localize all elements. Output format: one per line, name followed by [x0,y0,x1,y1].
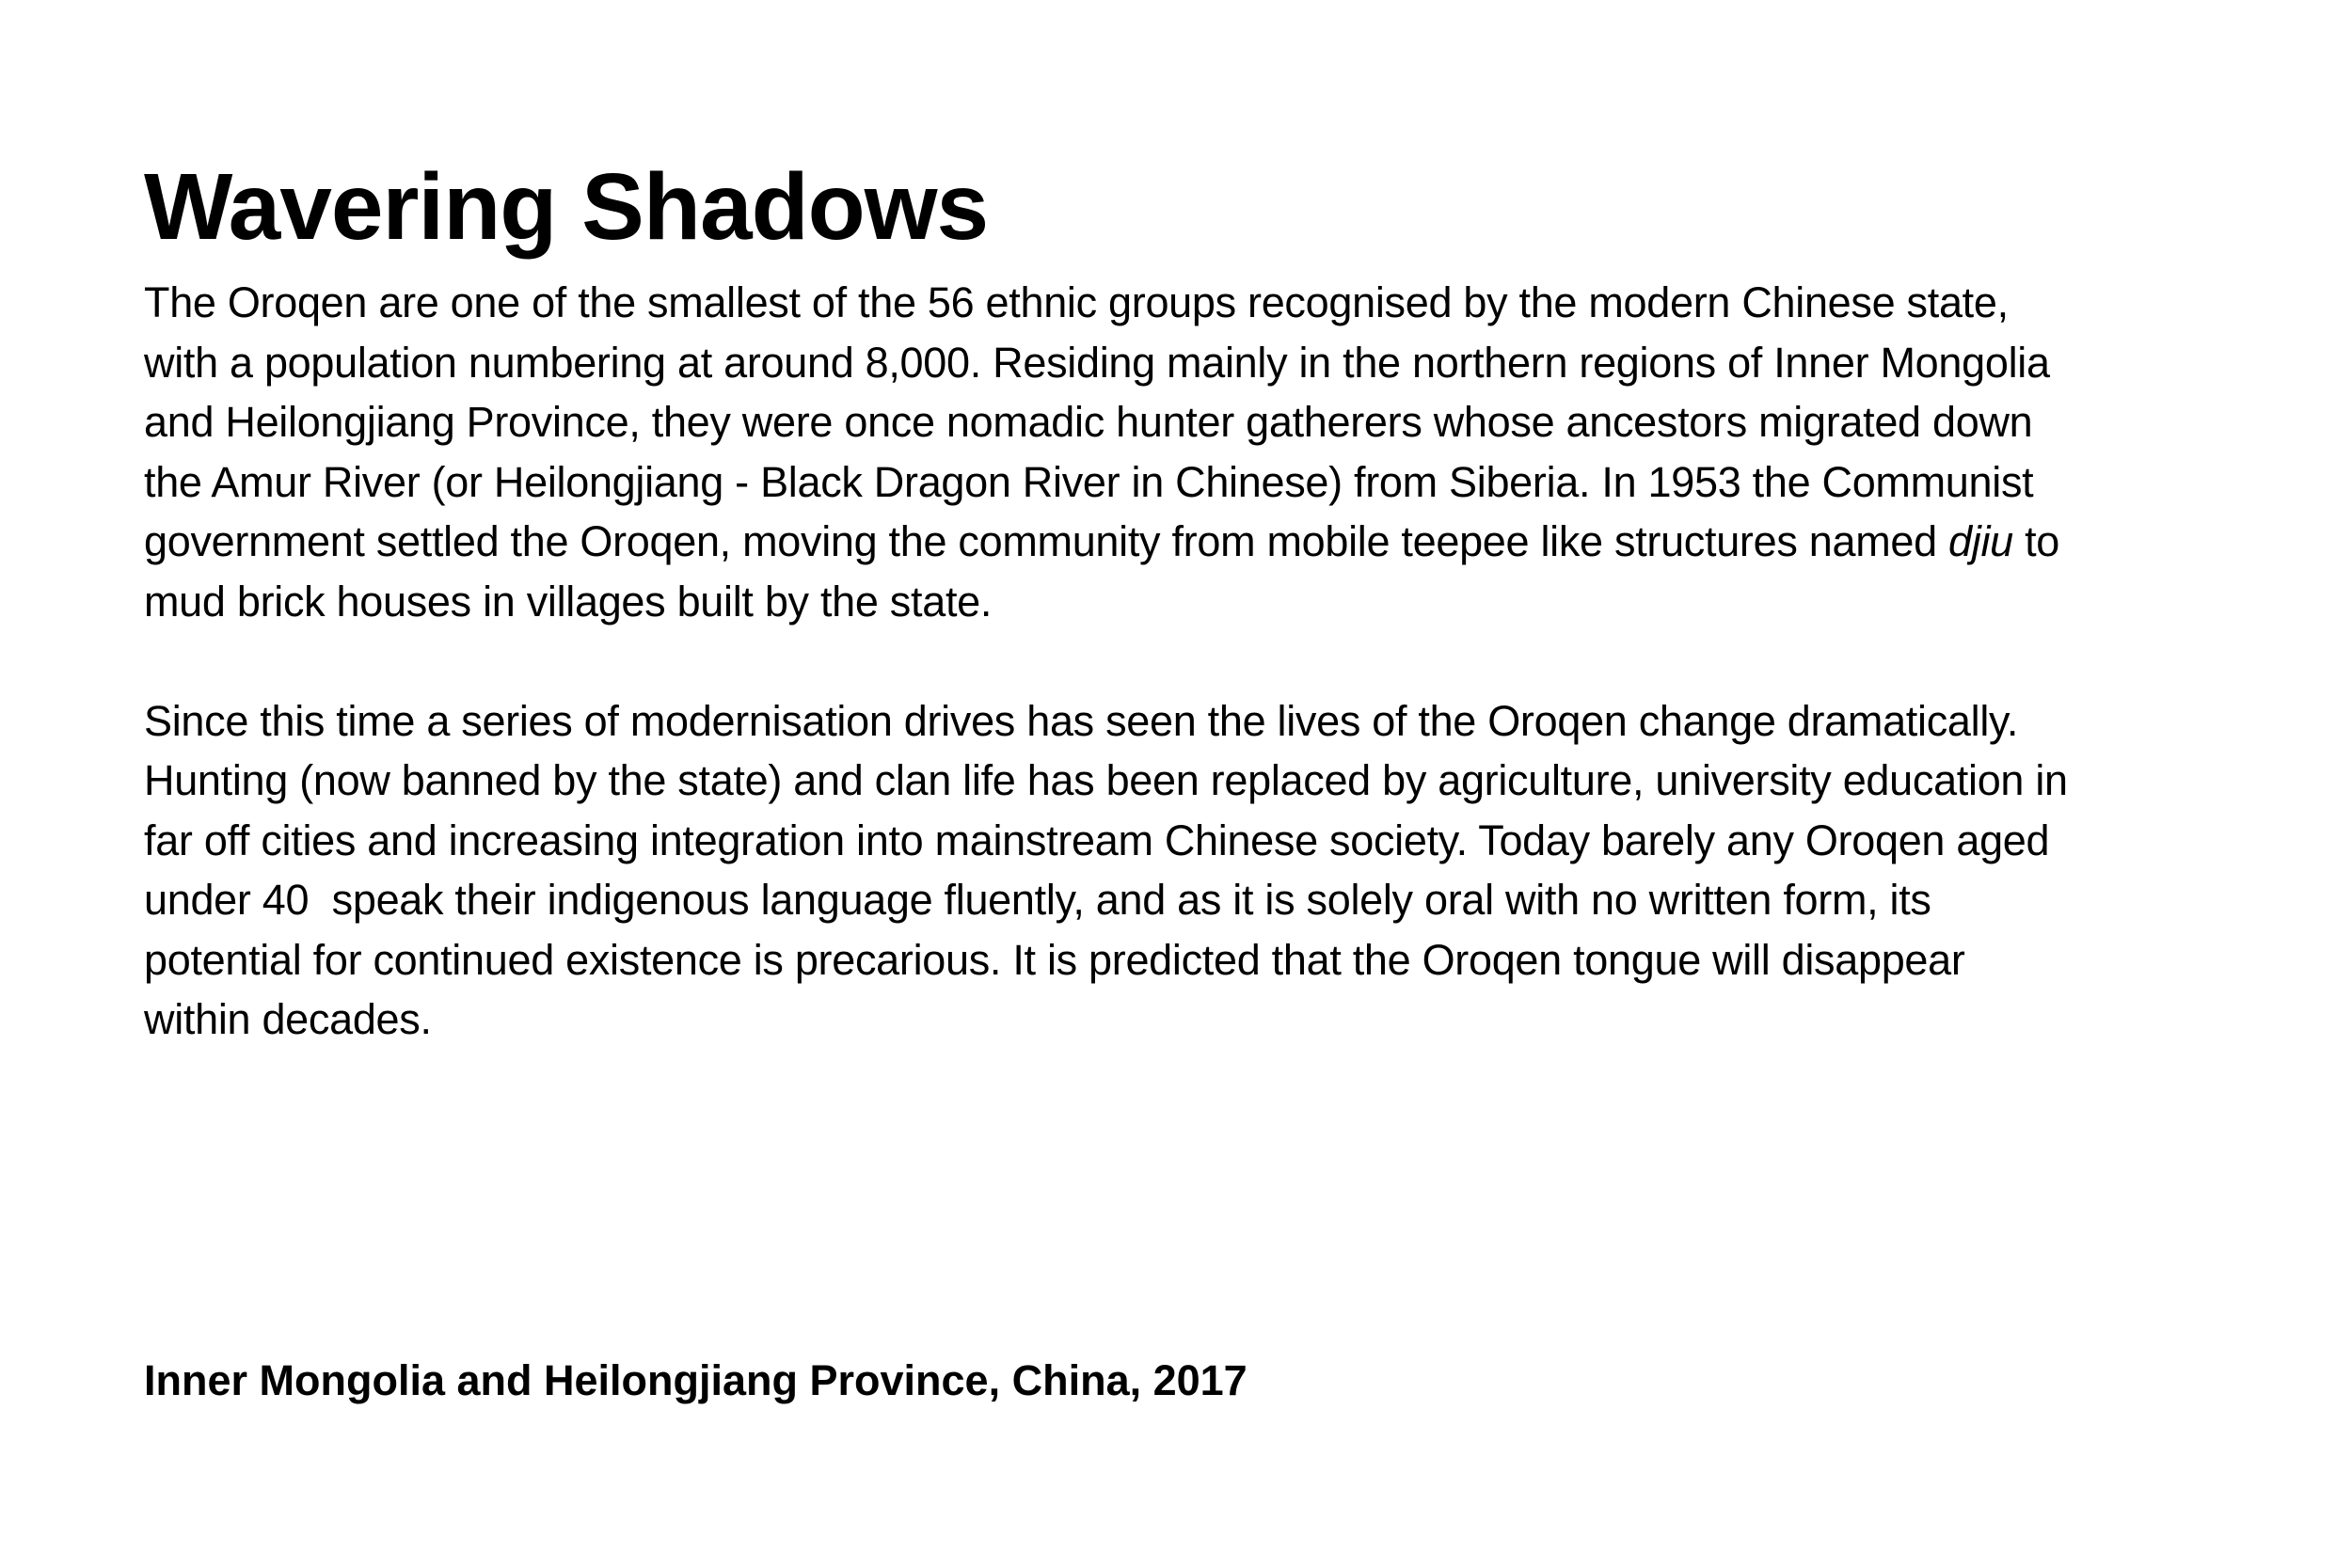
italic-term: djiu [1948,517,2013,565]
paragraph-spacer [144,631,2233,691]
text-line: The Oroqen are one of the smallest of the 56 ethnic groups recognised by the modern Chinese state, [144,278,2009,326]
body-text [144,273,2233,1050]
text-segment: government settled the Oroqen, moving the community from mobile teepee like structures named [144,517,1949,565]
text-line: mud brick houses in villages built by the state. [144,577,993,626]
text-line: the Amur River (or Heilongjiang - Black Dragon River in Chinese) from Siberia. In 1953 the Communist [144,457,2034,506]
text-line: far off cities and increasing integration into mainstream Chinese society. Today barely any Oroqen aged [144,816,2050,864]
text-line: with a population numbering at around 8,000. Residing mainly in the northern regions of Inner Mongolia [144,338,2050,387]
document-page [144,0,2233,1568]
paragraph-2 [144,691,2233,1050]
page-title: Wavering Shadows [144,154,989,260]
text-line: potential for continued existence is precarious. It is predicted that the Oroqen tongue will disappear [144,935,1965,984]
text-line: Hunting (now banned by the state) and clan life has been replaced by agriculture, university education in [144,756,2068,804]
text-line: under 40 speak their indigenous language fluently, and as it is solely oral with no written form, its [144,876,1931,924]
paragraph-1 [144,273,2233,631]
text-segment: to [2012,517,2060,565]
text-line: and Heilongjiang Province, they were once nomadic hunter gatherers whose ancestors migrated down [144,398,2033,446]
text-line [144,512,2233,572]
location-caption: Inner Mongolia and Heilongjiang Province, China, 2017 [144,1356,1248,1404]
text-line: Since this time a series of modernisation drives has seen the lives of the Oroqen change dramatically. [144,696,2019,745]
text-line: within decades. [144,995,432,1043]
